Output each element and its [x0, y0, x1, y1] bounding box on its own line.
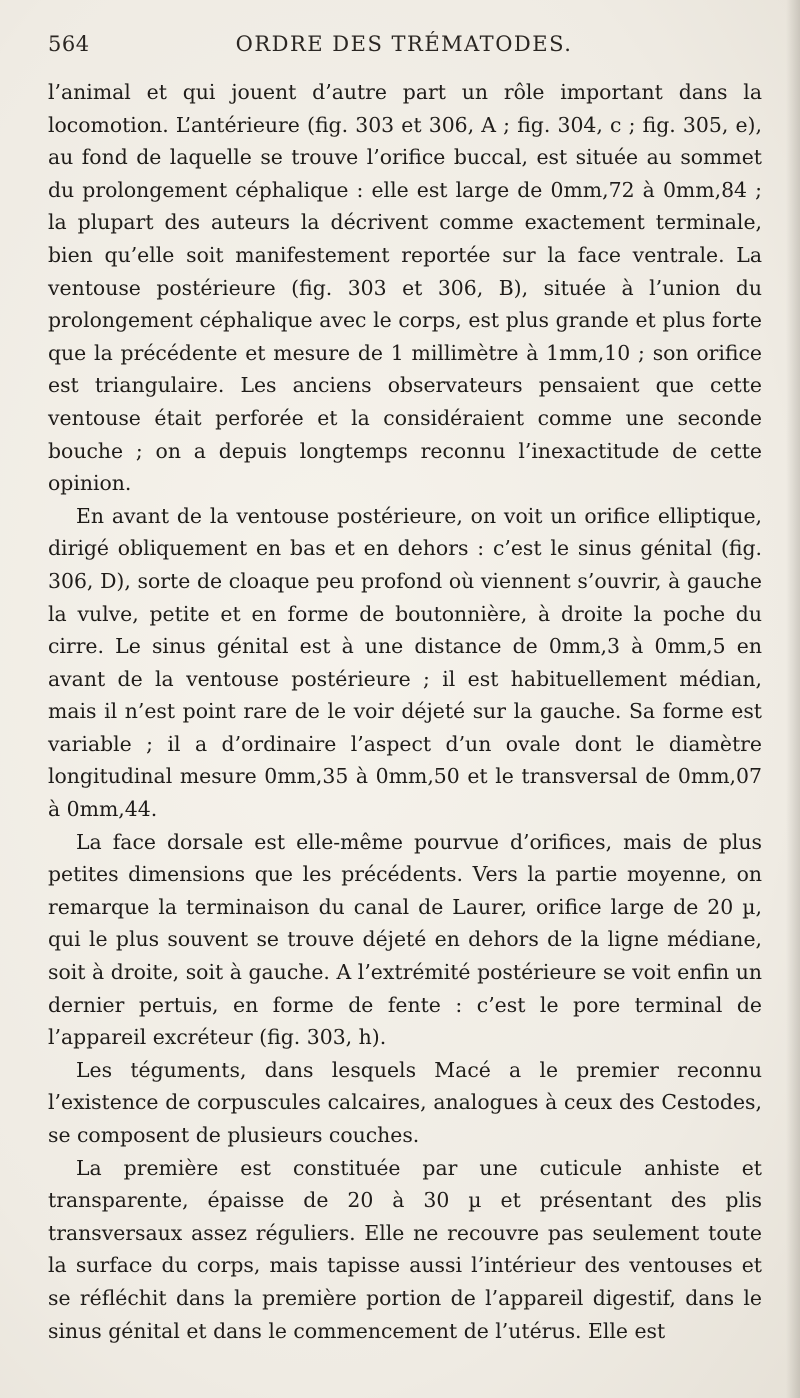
page-gutter-shadow [786, 0, 800, 1398]
body-text [48, 76, 762, 1347]
page-number: 564 [48, 32, 90, 56]
running-title: ORDRE DES TRÉMATODES. [235, 32, 573, 56]
paragraph-continuation: l’animal et qui jouent d’autre part un rôle important dans la locomotion. L’antérieure (fig. 303 et 306, A ; fig. 304, c ; fig. 305, e), au fond de laquelle se trouve l’orifice buccal, est située au sommet du prolongement céphalique : elle est large de 0mm,72 à 0mm,84 ; la plupart des auteurs la décrivent comme exactement terminale, bien qu’elle soit manifestement reportée sur la face ventrale. La ventouse postérieure (fig. 303 et 306, B), située à l’union du prolongement céphalique avec le corps, est plus grande et plus forte que la précédente et mesure de 1 millimètre à 1mm,10 ; son orifice est triangulaire. Les anciens observateurs pensaient que cette ventouse était perforée et la considéraient comme une seconde bouche ; on a depuis longtemps reconnu l’inexactitude de cette opinion. [48, 80, 762, 496]
paragraph-teguments: Les téguments, dans lesquels Macé a le premier reconnu l’existence de corpuscules calcaires, analogues à ceux des Cestodes, se composent de plusieurs couches. [48, 1057, 762, 1147]
paragraph-sinus-genital: En avant de la ventouse postérieure, on voit un orifice elliptique, dirigé obliquement en bas et en dehors : c’est le sinus génital (fig. 306, D), sorte de cloaque peu profond où viennent s’ouvrir, à gauche la vulve, petite et en forme de boutonnière, à droite la poche du cirre. Le sinus génital est à une distance de 0mm,3 à 0mm,5 en avant de la ventouse postérieure ; il est habituellement médian, mais il n’est point rare de le voir déjeté sur la gauche. Sa forme est variable ; il a d’ordinaire l’aspect d’un ovale dont le diamètre longitudinal mesure 0mm,35 à 0mm,50 et le transversal de 0mm,07 à 0mm,44. [48, 503, 762, 822]
paragraph-face-dorsale: La face dorsale est elle-même pourvue d’orifices, mais de plus petites dimensions que les précédents. Vers la partie moyenne, on remarque la terminaison du canal de Laurer, orifice large de 20 µ, qui le plus souvent se trouve déjeté en dehors de la ligne médiane, soit à droite, soit à gauche. A l’extrémité postérieure se voit enfin un dernier pertuis, en forme de fente : c’est le pore terminal de l’appareil excréteur (fig. 303, h). [48, 829, 762, 1050]
paragraph-cuticule: La première est constituée par une cuticule anhiste et transparente, épaisse de 20 à 30 µ et présentant des plis transversaux assez réguliers. Elle ne recouvre pas seulement toute la surface du corps, mais tapisse aussi l’intérieur des ventouses et se réfléchit dans la première portion de l’appareil digestif, dans le sinus génital et dans le commencement de l’utérus. Elle est [48, 1155, 762, 1343]
page-header [48, 28, 760, 64]
